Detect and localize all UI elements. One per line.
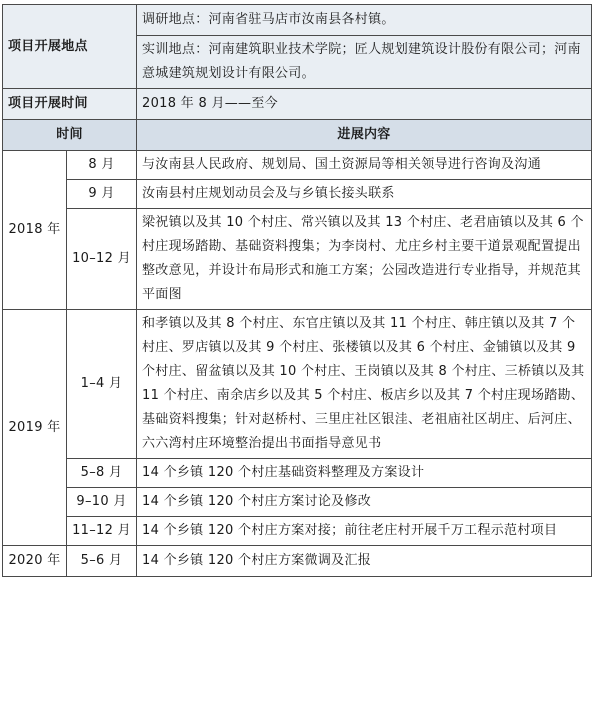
month-cell: 10–12 月 (67, 209, 137, 310)
month-cell: 1–4 月 (67, 310, 137, 459)
content-cell: 14 个乡镇 120 个村庄方案微调及汇报 (137, 546, 592, 577)
time-row (3, 89, 592, 120)
content-header: 进展内容 (137, 120, 592, 151)
progress-table (2, 4, 592, 577)
time-label: 项目开展时间 (3, 89, 137, 120)
month-cell: 9 月 (67, 180, 137, 209)
table-row (3, 546, 592, 577)
location-row (3, 5, 592, 36)
month-cell: 5–6 月 (67, 546, 137, 577)
table-row (3, 180, 592, 209)
month-cell: 9–10 月 (67, 488, 137, 517)
content-cell: 和孝镇以及其 8 个村庄、东官庄镇以及其 11 个村庄、韩庄镇以及其 7 个村庄、罗店镇以及其 9 个村庄、张楼镇以及其 6 个村庄、金铺镇以及其 9 个村庄、留盆镇以及其 10 个村庄、王岗镇以及其 8 个村庄、三桥镇以及其 11 个村庄、南余店乡以及其 5 个村庄、板店乡以及其 7 个村庄现场踏勘、基础资料搜集；针对赵桥村、三里庄社区银洼、老祖庙社区胡庄、后河庄、六六湾村庄环境整治提出书面指导意见书 (137, 310, 592, 459)
content-cell: 梁祝镇以及其 10 个村庄、常兴镇以及其 13 个村庄、老君庙镇以及其 6 个村庄现场踏勘、基础资料搜集；为李岗村、尤庄乡村主要干道景观配置提出整改意见，并设计布局形式和施工方案；公园改造进行专业指导，并规范其平面图 (137, 209, 592, 310)
content-cell: 与汝南县人民政府、规划局、国土资源局等相关领导进行咨询及沟通 (137, 151, 592, 180)
research-location: 调研地点：河南省驻马店市汝南县各村镇。 (137, 5, 592, 36)
month-cell: 5–8 月 (67, 459, 137, 488)
content-cell: 汝南县村庄规划动员会及与乡镇长接头联系 (137, 180, 592, 209)
time-value: 2018 年 8 月——至今 (137, 89, 592, 120)
content-cell: 14 个乡镇 120 个村庄方案对接；前往老庄村开展千万工程示范村项目 (137, 517, 592, 546)
location-label: 项目开展地点 (3, 5, 137, 89)
year-cell: 2019 年 (3, 310, 67, 546)
table-row (3, 517, 592, 546)
time-header: 时间 (3, 120, 137, 151)
table-row (3, 151, 592, 180)
table-row (3, 459, 592, 488)
table-row (3, 209, 592, 310)
table-row (3, 488, 592, 517)
training-location: 实训地点：河南建筑职业技术学院；匠人规划建筑设计股份有限公司；河南意城建筑规划设计有限公司。 (137, 36, 592, 89)
year-cell: 2018 年 (3, 151, 67, 310)
table-row (3, 310, 592, 459)
month-cell: 8 月 (67, 151, 137, 180)
year-cell: 2020 年 (3, 546, 67, 577)
header-row (3, 120, 592, 151)
content-cell: 14 个乡镇 120 个村庄基础资料整理及方案设计 (137, 459, 592, 488)
content-cell: 14 个乡镇 120 个村庄方案讨论及修改 (137, 488, 592, 517)
month-cell: 11–12 月 (67, 517, 137, 546)
